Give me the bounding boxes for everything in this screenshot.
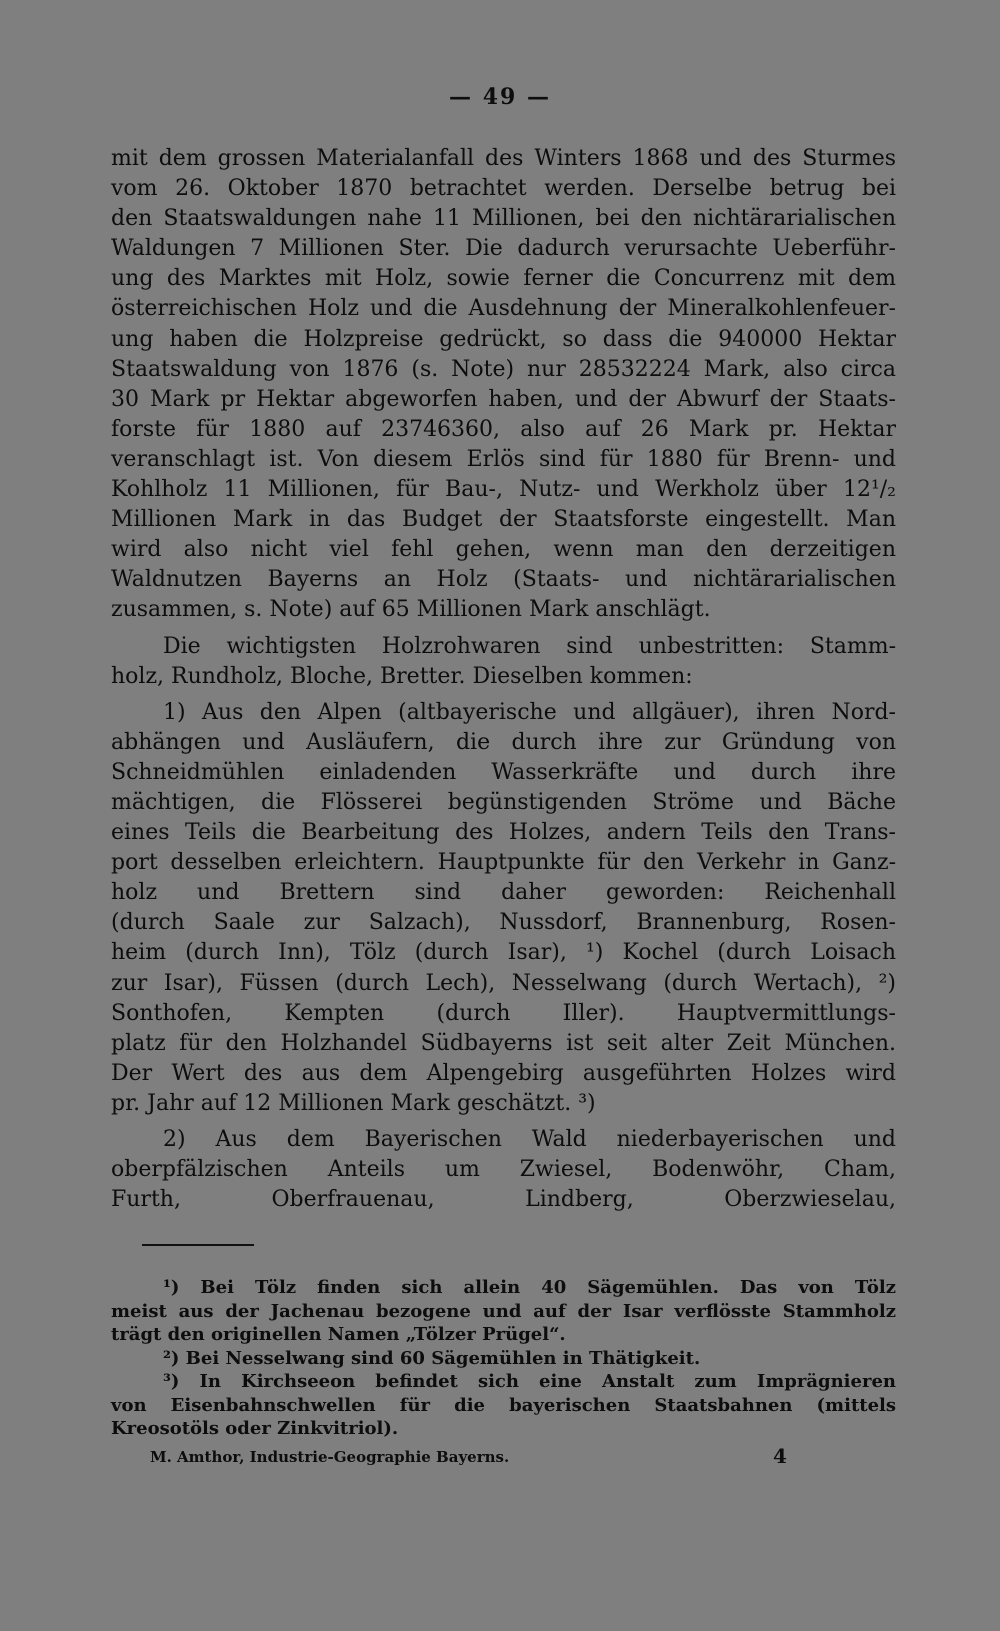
footnote-line: ³) In Kirchseeon befindet sich eine Anstalt zum Imprägnieren (163, 1371, 896, 1392)
text-line: Staatswaldung von 1876 (s. Note) nur 28532224 Mark, also circa (111, 356, 896, 382)
text-line: den Staatswaldungen nahe 11 Millionen, bei den nichtärarialischen (111, 206, 896, 232)
text-line: Sonthofen, Kempten (durch Iller). Hauptvermittlungs- (111, 1000, 896, 1026)
text-line: Millionen Mark in das Budget der Staatsforste eingestellt. Man (111, 507, 896, 533)
text-line: 1) Aus den Alpen (altbayerische und allgäuer), ihren Nord- (163, 699, 896, 725)
footnote-rule (142, 1244, 254, 1246)
text-line: 2) Aus dem Bayerischen Wald niederbayerischen und (163, 1127, 896, 1152)
text-line: forste für 1880 auf 23746360, also auf 26 Mark pr. Hektar (111, 416, 896, 442)
text-line: zusammen, s. Note) auf 65 Millionen Mark anschlägt. (111, 597, 711, 623)
text-line: Waldnutzen Bayerns an Holz (Staats- und nichtärarialischen (111, 567, 896, 593)
text-line: port desselben erleichtern. Hauptpunkte für den Verkehr in Ganz- (111, 850, 896, 876)
text-line: ung des Marktes mit Holz, sowie ferner die Concurrenz mit dem (111, 266, 896, 292)
footnote-line: meist aus der Jachenau bezogene und auf der Isar verflösste Stammholz (111, 1300, 896, 1322)
text-line: holz, Rundholz, Bloche, Bretter. Dieselben kommen: (111, 663, 693, 689)
page-number: — 49 — (449, 84, 551, 110)
text-line: Furth, Oberfrauenau, Lindberg, Oberzwieselau, (111, 1187, 896, 1213)
footnote-line: Kreosotöls oder Zinkvitriol). (111, 1418, 399, 1439)
text-line: Der Wert des aus dem Alpengebirg ausgeführten Holzes wird (111, 1060, 896, 1086)
text-line: vom 26. Oktober 1870 betrachtet werden. Derselbe betrug bei (111, 176, 896, 202)
text-line: (durch Saale zur Salzach), Nussdorf, Brannenburg, Rosen- (111, 910, 896, 936)
text-line: zur Isar), Füssen (durch Lech), Nesselwang (durch Wertach), ²) (111, 970, 896, 996)
text-line: eines Teils die Bearbeitung des Holzes, andern Teils den Trans- (111, 820, 896, 846)
text-line: wird also nicht viel fehl gehen, wenn man den derzeitigen (111, 537, 896, 563)
footnote-line: trägt den originellen Namen „Tölzer Prügel“. (111, 1324, 566, 1345)
text-line: pr. Jahr auf 12 Millionen Mark geschätzt. ³) (111, 1090, 596, 1116)
text-line: Kohlholz 11 Millionen, für Bau-, Nutz- und Werkholz über 12¹/₂ (111, 477, 896, 503)
text-line: Schneidmühlen einladenden Wasserkräfte und durch ihre (111, 759, 896, 785)
text-line: ung haben die Holzpreise gedrückt, so dass die 940000 Hektar (111, 326, 896, 352)
text-line: Waldungen 7 Millionen Ster. Die dadurch verursachte Ueberführ- (111, 236, 896, 262)
text-line: 30 Mark pr Hektar abgeworfen haben, und der Abwurf der Staats- (111, 386, 896, 412)
sheet-signature-mark: 4 (773, 1444, 787, 1468)
text-line: veranschlagt ist. Von diesem Erlös sind für 1880 für Brenn- und (111, 446, 896, 472)
text-line: mit dem grossen Materialanfall des Winters 1868 und des Sturmes (111, 146, 896, 171)
text-line: Die wichtigsten Holzrohwaren sind unbestritten: Stamm- (163, 633, 896, 659)
text-line: abhängen und Ausläufern, die durch ihre zur Gründung von (111, 729, 896, 755)
body-text (111, 144, 896, 1215)
footnote-line: von Eisenbahnschwellen für die bayerischen Staatsbahnen (mittels (111, 1394, 896, 1416)
printer-signature: M. Amthor, Industrie-Geographie Bayerns. (150, 1448, 510, 1466)
text-line: mächtigen, die Flösserei begünstigenden Ströme und Bäche (111, 789, 896, 815)
footnotes (111, 1276, 896, 1441)
footnote-line: ²) Bei Nesselwang sind 60 Sägemühlen in Thätigkeit. (163, 1347, 701, 1369)
text-line: heim (durch Inn), Tölz (durch Isar), ¹) Kochel (durch Loisach (111, 940, 896, 966)
text-line: holz und Brettern sind daher geworden: Reichenhall (111, 880, 896, 906)
text-line: österreichischen Holz und die Ausdehnung der Mineralkohlenfeuer- (111, 296, 896, 322)
text-line: oberpfälzischen Anteils um Zwiesel, Bodenwöhr, Cham, (111, 1157, 896, 1183)
footnote-line: ¹) Bei Tölz finden sich allein 40 Sägemühlen. Das von Tölz (163, 1277, 896, 1298)
text-line: platz für den Holzhandel Südbayerns ist seit alter Zeit München. (111, 1030, 896, 1056)
